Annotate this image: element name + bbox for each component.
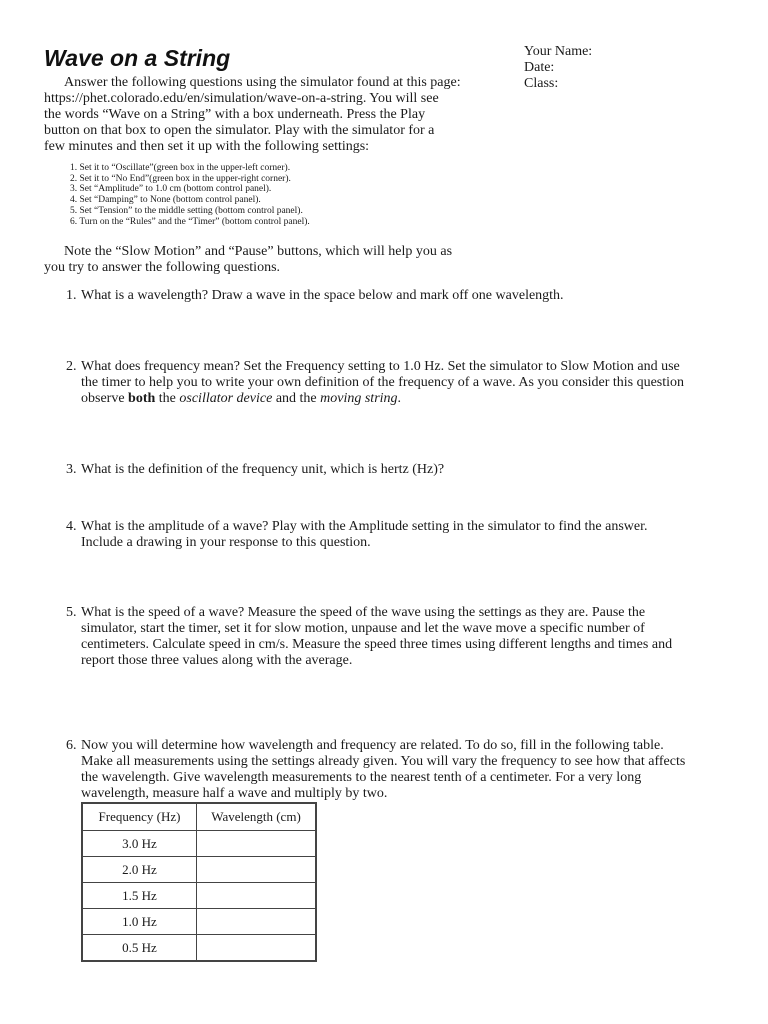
question-line: wavelength, measure half a wave and multiply by two.	[81, 786, 388, 801]
question-line: What does frequency mean? Set the Frequency setting to 1.0 Hz. Set the simulator to Slow Motion and use	[81, 359, 680, 374]
text-run: and the	[272, 391, 321, 406]
wavelength-column-header: Wavelength (cm)	[197, 803, 317, 831]
text-run: observe	[81, 391, 129, 406]
frequency-wavelength-table	[81, 802, 317, 962]
settings-item: 4. Set “Damping” to None (bottom control panel).	[70, 195, 261, 206]
note-line: Note the “Slow Motion” and “Pause” buttons, which will help you as	[64, 244, 453, 259]
wavelength-answer-cell[interactable]	[197, 883, 317, 909]
wavelength-answer-cell[interactable]	[197, 909, 317, 935]
table-header-row	[82, 803, 316, 831]
question-text	[81, 519, 648, 551]
question-line: What is the definition of the frequency unit, which is hertz (Hz)?	[81, 462, 445, 477]
table-row	[82, 883, 316, 909]
question-number: 4.	[66, 519, 77, 534]
question-line: What is the speed of a wave? Measure the speed of the wave using the settings as they are. Pause the	[81, 605, 646, 620]
frequency-cell: 1.5 Hz	[82, 883, 197, 909]
class-label: Class:	[524, 76, 559, 91]
question-number: 1.	[66, 288, 77, 303]
wavelength-answer-cell[interactable]	[197, 857, 317, 883]
student-info	[524, 44, 592, 92]
name-label: Your Name:	[524, 44, 593, 59]
table-row	[82, 935, 316, 962]
question-text	[81, 738, 685, 802]
settings-item: 6. Turn on the “Rules” and the “Timer” (bottom control panel).	[70, 216, 310, 227]
text-run: the	[155, 391, 180, 406]
intro-paragraph	[44, 75, 500, 155]
intro-line: the words “Wave on a String” with a box underneath. Press the Play	[44, 107, 426, 122]
question-line: What is a wavelength? Draw a wave in the space below and mark off one wavelength.	[81, 288, 564, 303]
question-line: Make all measurements using the settings already given. You will vary the frequency to see how that affects	[81, 754, 686, 769]
question-number: 5.	[66, 605, 77, 620]
frequency-cell: 1.0 Hz	[82, 909, 197, 935]
note-paragraph	[44, 244, 504, 276]
table-row	[82, 857, 316, 883]
text-run: .	[397, 391, 402, 406]
question-number: 3.	[66, 462, 77, 477]
question-line: Now you will determine how wavelength and frequency are related. To do so, fill in the following table.	[81, 738, 664, 753]
worksheet-title: Wave on a String	[44, 45, 231, 71]
question-line: What is the amplitude of a wave? Play with the Amplitude setting in the simulator to find the answer.	[81, 519, 648, 534]
emphasis-oscillator-device: oscillator device	[179, 391, 273, 406]
intro-line: Answer the following questions using the simulator found at this page:	[64, 75, 461, 90]
note-line: you try to answer the following questions.	[44, 260, 281, 275]
question-number: 2.	[66, 359, 77, 374]
question-number: 6.	[66, 738, 77, 753]
frequency-cell: 2.0 Hz	[82, 857, 197, 883]
wavelength-answer-cell[interactable]	[197, 831, 317, 857]
question-text	[81, 462, 444, 478]
question-line: report those three values along with the average.	[81, 653, 353, 668]
table-row	[82, 831, 316, 857]
frequency-cell: 3.0 Hz	[82, 831, 197, 857]
intro-line: button on that box to open the simulator. Play with the simulator for a	[44, 123, 435, 138]
frequency-column-header: Frequency (Hz)	[82, 803, 197, 831]
question-text	[81, 605, 672, 669]
question-line: the wavelength. Give wavelength measurements to the nearest tenth of a centimeter. For a very long	[81, 770, 642, 785]
intro-line: few minutes and then set it up with the following settings:	[44, 139, 370, 154]
date-label: Date:	[524, 60, 555, 75]
emphasis-moving-string: moving string	[320, 391, 398, 406]
wavelength-answer-cell[interactable]	[197, 935, 317, 962]
question-line: the timer to help you to write your own definition of the frequency of a wave. As you consider this question	[81, 375, 685, 390]
settings-item: 3. Set “Amplitude” to 1.0 cm (bottom control panel).	[70, 184, 272, 195]
table-row	[82, 909, 316, 935]
settings-item: 1. Set it to “Oscillate”(green box in the upper-left corner).	[70, 163, 291, 173]
intro-line: https://phet.colorado.edu/en/simulation/wave-on-a-string. You will see	[44, 91, 439, 106]
settings-item: 2. Set it to “No End”(green box in the upper-right corner).	[70, 173, 291, 184]
settings-item: 5. Set “Tension” to the middle setting (bottom control panel).	[70, 205, 303, 216]
settings-list	[70, 163, 310, 227]
question-line: centimeters. Calculate speed in cm/s. Measure the speed three times using different lengths and times and	[81, 637, 673, 652]
question-line: Include a drawing in your response to this question.	[81, 535, 371, 550]
question-text	[81, 288, 564, 304]
emphasis-both: both	[128, 391, 156, 406]
question-line	[81, 391, 684, 407]
frequency-cell: 0.5 Hz	[82, 935, 197, 962]
question-line: simulator, start the timer, set it for slow motion, unpause and let the wave move a specific number of	[81, 621, 645, 636]
question-text	[81, 359, 684, 407]
